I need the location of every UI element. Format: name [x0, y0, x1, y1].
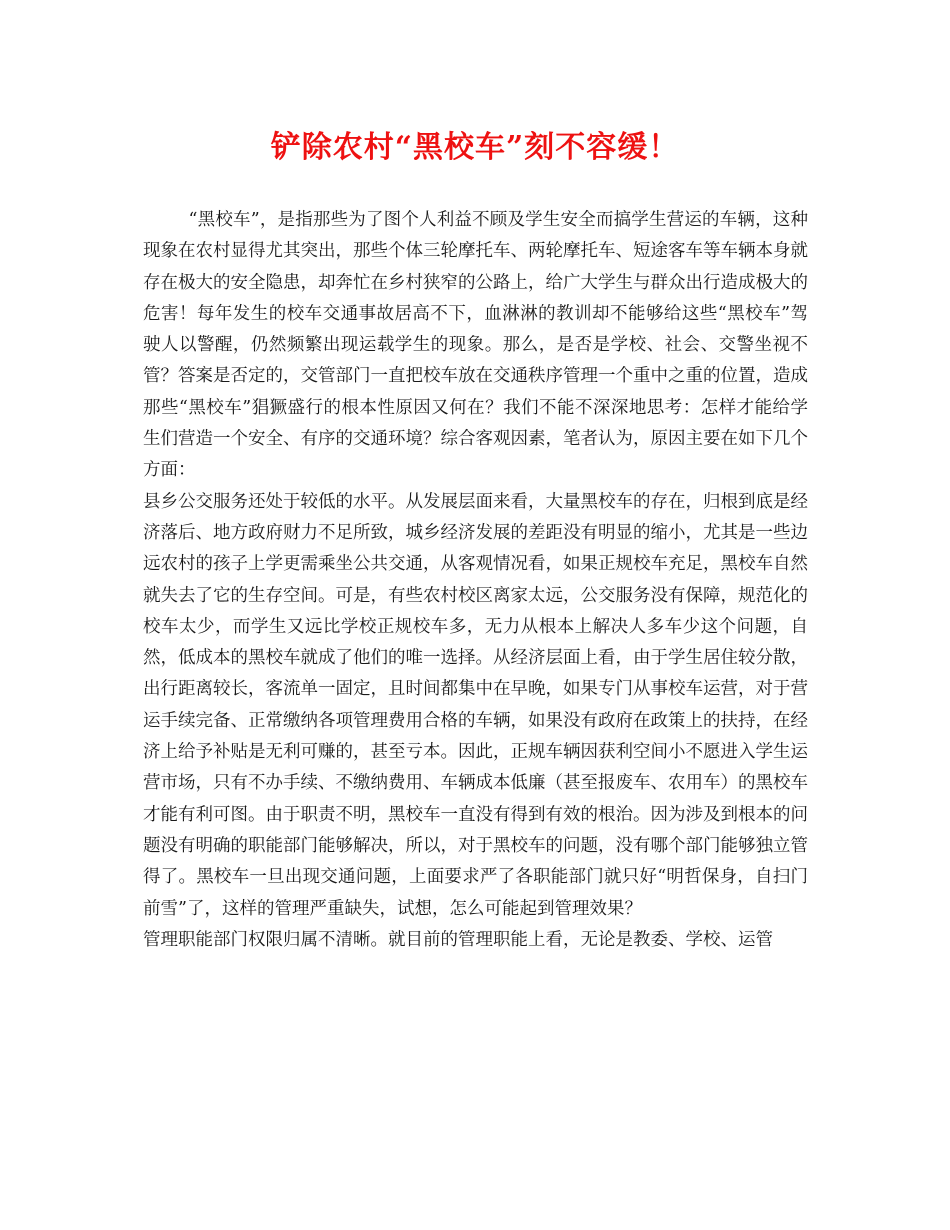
paragraph-intro: “黑校车”，是指那些为了图个人利益不顾及学生安全而搞学生营运的车辆，这种现象在农村显得尤其突出，那些个体三轮摩托车、两轮摩托车、短途客车等车辆本身就存在极大的安全隐患，却奔忙在乡村狭窄的公路上，给广大学生与群众出行造成极大的危害！每年发生的校车交通事故居高不下，血淋淋的教训却不能够给这些“黑校车”驾驶人以警醒，仍然频繁出现运载学生的现象。那么，是否是学校、社会、交警坐视不管？答案是否定的，交管部门一直把校车放在交通秩序管理一个重中之重的位置，造成那些“黑校车”猖獗盛行的根本性原因又何在？我们不能不深深地思考：怎样才能给学生们营造一个安全、有序的交通环境？综合客观因素，笔者认为，原因主要在如下几个方面： [143, 210, 808, 481]
article-body [143, 205, 808, 956]
page-title: 铲除农村“黑校车”刻不容缓！ [270, 130, 680, 165]
paragraph-public-transit: 县乡公交服务还处于较低的水平。从发展层面来看，大量黑校车的存在，归根到底是经济落后、地方政府财力不足所致，城乡经济发展的差距没有明显的缩小，尤其是一些边远农村的孩子上学更需乘坐公共交通，从客观情况看，如果正规校车充足，黑校车自然就失去了它的生存空间。可是，有些农村校区离家太远，公交服务没有保障，规范化的校车太少，而学生又远比学校正规校车多，无力从根本上解决人多车少这个问题，自然，低成本的黑校车就成了他们的唯一选择。从经济层面上看，由于学生居住较分散，出行距离较长，客流单一固定，且时间都集中在早晚，如果专门从事校车运营，对于营运手续完备、正常缴纳各项管理费用合格的车辆，如果没有政府在政策上的扶持，在经济上给予补贴是无利可赚的，甚至亏本。因此，正规车辆因获利空间小不愿进入学生运营市场，只有不办手续、不缴纳费用、车辆成本低廉（甚至报废车、农用车）的黑校车才能有利可图。由于职责不明，黑校车一直没有得到有效的根治。因为涉及到根本的问题没有明确的职能部门能够解决，所以，对于黑校车的问题，没有哪个部门能够独立管得了。黑校车一旦出现交通问题，上面要求严了各职能部门就只好“明哲保身，自扫门前雪”了，这样的管理严重缺失，试想，怎么可能起到管理效果？ [143, 491, 808, 919]
paragraph-management: 管理职能部门权限归属不清晰。就目前的管理职能上看，无论是教委、学校、运管 [143, 929, 773, 950]
